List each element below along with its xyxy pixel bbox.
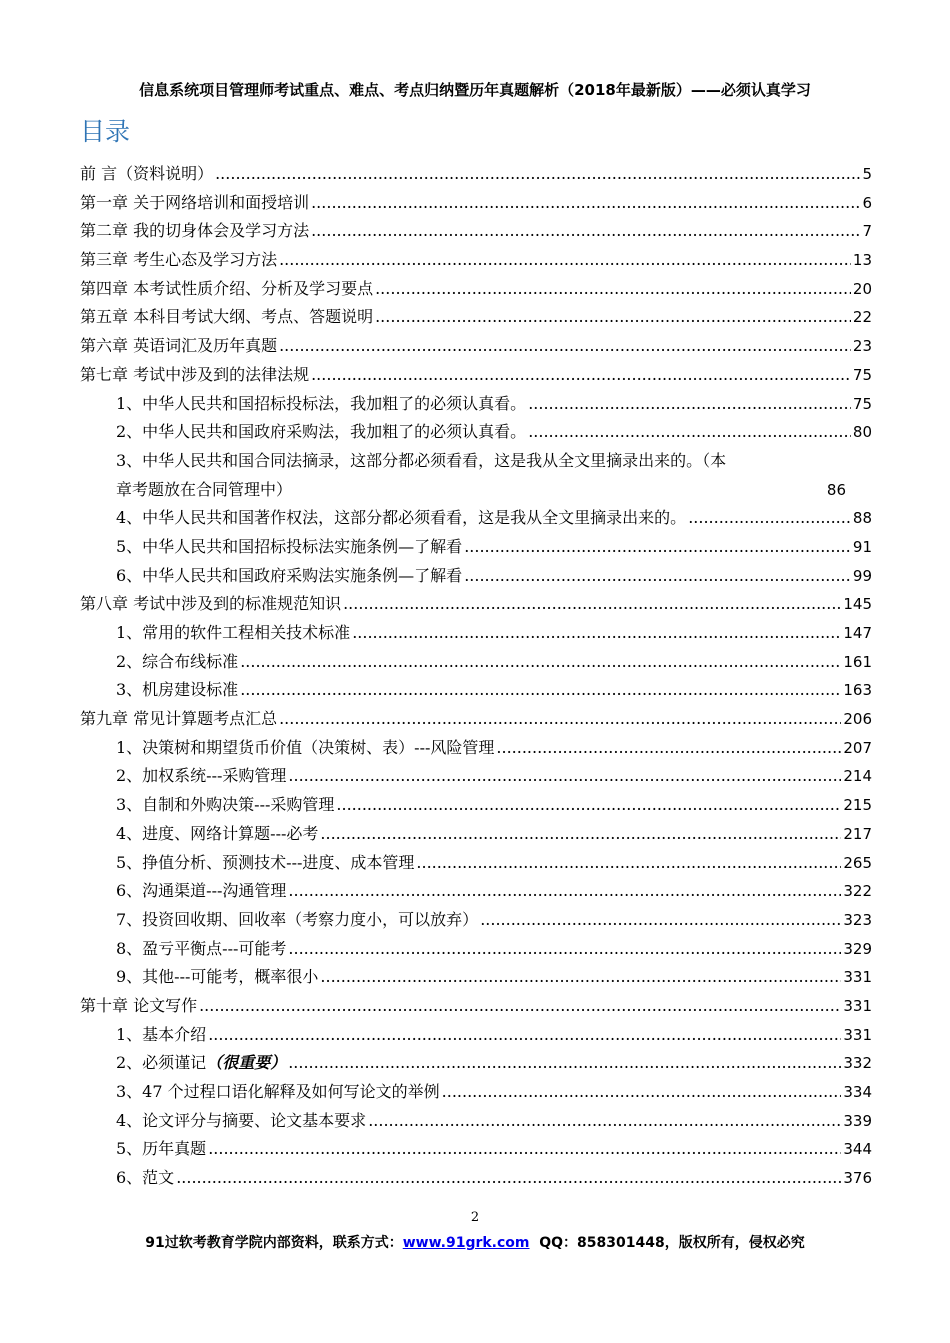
toc-entry-ch7-6[interactable]: 6、中华人民共和国政府采购法实施条例—了解看 ..... 99	[80, 562, 872, 591]
dot-leader	[528, 418, 851, 447]
toc-entry-ch7-4[interactable]: 4、中华人民共和国著作权法，这部分都必须看看，这是我从全文里摘录出来的。 ..... 88	[80, 504, 872, 533]
toc-entry-ch5[interactable]: 第五章 本科目考试大纲、考点、答题说明 ..... 22	[80, 303, 872, 332]
toc-entry-ch6[interactable]: 第六章 英语词汇及历年真题 ..... 23	[80, 332, 872, 361]
dot-leader	[176, 1164, 841, 1193]
toc-title: 目录	[80, 117, 131, 146]
toc-entry-ch9-3[interactable]: 3、自制和外购决策---采购管理 ..... 215	[80, 791, 872, 820]
dot-leader	[320, 963, 841, 992]
toc-entry-ch7-3[interactable]: 3、中华人民共和国合同法摘录，这部分都必须看看，这是我从全文里摘录出来的。（本 章考题放在合同管理中） 86	[116, 450, 846, 499]
footer-suffix: QQ：858301448，版权所有，侵权必究	[539, 1235, 805, 1251]
dot-leader	[208, 1021, 841, 1050]
page-header: 信息系统项目管理师考试重点、难点、考点归纳暨历年真题解析（2018年最新版）——必须认真学习	[139, 81, 811, 99]
dot-leader	[288, 935, 841, 964]
table-of-contents	[80, 160, 872, 1193]
toc-entry-ch9-7[interactable]: 7、投资回收期、回收率（考察力度小，可以放弃） ..... 323	[80, 906, 872, 935]
toc-entry-ch10-2[interactable]: 2、必须谨记 （很重要） ..... 332	[80, 1049, 872, 1078]
toc-entry-ch8-2[interactable]: 2、综合布线标准 ..... 161	[80, 648, 872, 677]
page-number: 2	[470, 1210, 480, 1225]
dot-leader	[199, 992, 841, 1021]
dot-leader	[528, 390, 851, 419]
toc-entry-ch9-8[interactable]: 8、盈亏平衡点---可能考 ..... 329	[80, 935, 872, 964]
toc-entry-ch10-5[interactable]: 5、历年真题 ..... 344	[80, 1135, 872, 1164]
dot-leader	[442, 1078, 842, 1107]
toc-entry-ch8[interactable]: 第八章 考试中涉及到的标准规范知识 ..... 145	[80, 590, 872, 619]
dot-leader	[240, 676, 841, 705]
page-footer	[0, 1232, 950, 1252]
dot-leader	[368, 1107, 841, 1136]
dot-leader	[496, 734, 841, 763]
toc-entry-preface[interactable]: 前 言（资料说明） ..... 5	[80, 160, 872, 189]
toc-entry-ch8-1[interactable]: 1、常用的软件工程相关技术标准 ..... 147	[80, 619, 872, 648]
dot-leader	[688, 504, 851, 533]
toc-entry-ch9-2[interactable]: 2、加权系统---采购管理 ..... 214	[80, 762, 872, 791]
footer-prefix: 91过软考教育学院内部资料，联系方式：	[145, 1235, 403, 1251]
toc-entry-ch10-6[interactable]: 6、范文 ..... 376	[80, 1164, 872, 1193]
dot-leader	[215, 160, 860, 189]
dot-leader	[464, 533, 851, 562]
toc-entry-ch9[interactable]: 第九章 常见计算题考点汇总 ..... 206	[80, 705, 872, 734]
toc-entry-ch9-6[interactable]: 6、沟通渠道---沟通管理 ..... 322	[80, 877, 872, 906]
dot-leader	[279, 246, 851, 275]
dot-leader	[416, 849, 841, 878]
dot-leader	[288, 877, 841, 906]
toc-entry-ch10-3[interactable]: 3、47 个过程口语化解释及如何写论文的举例 ..... 334	[80, 1078, 872, 1107]
toc-entry-ch4[interactable]: 第四章 本考试性质介绍、分析及学习要点 ..... 20	[80, 275, 872, 304]
toc-entry-ch9-9[interactable]: 9、其他---可能考，概率很小 ..... 331	[80, 963, 872, 992]
dot-leader	[336, 791, 841, 820]
toc-entry-ch9-1[interactable]: 1、决策树和期望货币价值（决策树、表）---风险管理 ..... 207	[80, 734, 872, 763]
dot-leader	[240, 648, 841, 677]
dot-leader	[480, 906, 841, 935]
dot-leader	[279, 705, 841, 734]
toc-entry-ch7-5[interactable]: 5、中华人民共和国招标投标法实施条例—了解看 ..... 91	[80, 533, 872, 562]
toc-entry-ch3[interactable]: 第三章 考生心态及学习方法 ..... 13	[80, 246, 872, 275]
dot-leader	[352, 619, 841, 648]
dot-leader	[208, 1135, 841, 1164]
toc-entry-ch2[interactable]: 第二章 我的切身体会及学习方法 ..... 7	[80, 217, 872, 246]
toc-entry-ch10[interactable]: 第十章 论文写作 ..... 331	[80, 992, 872, 1021]
toc-entry-ch9-5[interactable]: 5、挣值分析、预测技术---进度、成本管理 ..... 265	[80, 849, 872, 878]
toc-entry-ch9-4[interactable]: 4、进度、网络计算题---必考 ..... 217	[80, 820, 872, 849]
dot-leader	[343, 590, 841, 619]
toc-entry-ch10-1[interactable]: 1、基本介绍 ..... 331	[80, 1021, 872, 1050]
toc-entry-ch7-2[interactable]: 2、中华人民共和国政府采购法，我加粗了的必须认真看。 ..... 80	[80, 418, 872, 447]
dot-leader	[320, 820, 841, 849]
dot-leader	[288, 1049, 841, 1078]
dot-leader	[375, 275, 851, 304]
dot-leader	[311, 217, 860, 246]
dot-leader	[311, 361, 851, 390]
dot-leader	[375, 303, 851, 332]
dot-leader	[288, 762, 841, 791]
toc-entry-ch7-1[interactable]: 1、中华人民共和国招标投标法，我加粗了的必须认真看。 ..... 75	[80, 390, 872, 419]
emphasis-note: （很重要）	[206, 1053, 287, 1073]
toc-entry-ch8-3[interactable]: 3、机房建设标准 ..... 163	[80, 676, 872, 705]
footer-website-link[interactable]: www.91grk.com	[402, 1235, 530, 1251]
dot-leader	[311, 189, 860, 218]
dot-leader	[279, 332, 851, 361]
dot-leader	[464, 562, 851, 591]
toc-entry-ch1[interactable]: 第一章 关于网络培训和面授培训 ..... 6	[80, 189, 872, 218]
toc-entry-ch7[interactable]: 第七章 考试中涉及到的法律法规 ..... 75	[80, 361, 872, 390]
toc-entry-ch10-4[interactable]: 4、论文评分与摘要、论文基本要求 ..... 339	[80, 1107, 872, 1136]
